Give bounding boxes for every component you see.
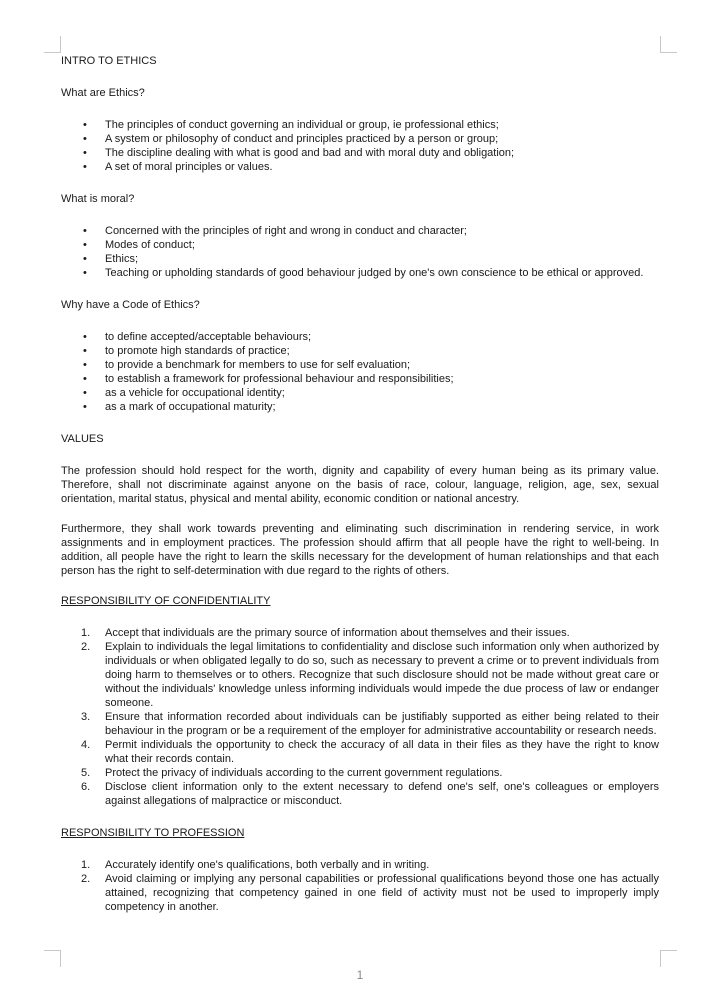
moral-list: [61, 224, 659, 280]
section-heading-code: Why have a Code of Ethics?: [61, 299, 200, 311]
section-heading-values: VALUES: [61, 433, 104, 445]
list-item: • A system or philosophy of conduct and principles practiced by a person or group;: [61, 132, 659, 146]
list-number: 3.: [81, 711, 91, 723]
list-item: • A set of moral principles or values.: [61, 160, 659, 174]
section-heading-ethics: What are Ethics?: [61, 87, 145, 99]
document-body: [61, 54, 659, 932]
list-text: Avoid claiming or implying any personal capabilities or professional qualifications beyond those one has actually attained, recognizing that competency gained in one field of activity must not be used to improperly imply competency in another.: [105, 873, 659, 913]
document-title: INTRO TO ETHICS: [61, 55, 157, 67]
ethics-list: [61, 118, 659, 174]
list-text: Accurately identify one's qualifications, both verbally and in writing.: [105, 859, 430, 871]
values-paragraph-1: The profession should hold respect for the worth, dignity and capability of every human being as its primary value. Therefore, shall not discriminate against anyone on the basis of race, colour, language, religion, age, sex, sexual orientation, marital status, physical and mental ability, economic condition or national ancestry.: [61, 465, 659, 505]
page-number: 1: [356, 968, 364, 982]
list-item: • to define accepted/acceptable behaviours;: [61, 330, 659, 344]
list-text: Accept that individuals are the primary source of information about themselves and their issues.: [105, 627, 570, 639]
confidentiality-list: [61, 626, 659, 808]
list-item: • as a vehicle for occupational identity;: [61, 386, 659, 400]
crop-mark-top-left: [44, 36, 61, 53]
list-item: • Ethics;: [61, 252, 659, 266]
list-text: Disclose client information only to the extent necessary to defend one's self, one's colleagues or employers against allegations of malpractice or misconduct.: [105, 781, 659, 807]
crop-mark-bottom-left: [44, 950, 61, 967]
list-item: • Modes of conduct;: [61, 238, 659, 252]
section-heading-moral: What is moral?: [61, 193, 135, 205]
list-item: [61, 858, 659, 872]
list-item: • to establish a framework for professional behaviour and responsibilities;: [61, 372, 659, 386]
list-item: [61, 780, 659, 808]
list-item: • as a mark of occupational maturity;: [61, 400, 659, 414]
list-item: • The discipline dealing with what is good and bad and with moral duty and obligation;: [61, 146, 659, 160]
list-number: 6.: [81, 781, 91, 793]
list-text: Protect the privacy of individuals according to the current government regulations.: [105, 767, 503, 779]
list-item: • Teaching or upholding standards of good behaviour judged by one's own conscience to be ethical or approved.: [61, 266, 659, 280]
crop-mark-bottom-right: [660, 950, 677, 967]
list-item: • The principles of conduct governing an individual or group, ie professional ethics;: [61, 118, 659, 132]
code-list: [61, 330, 659, 414]
list-item: [61, 766, 659, 780]
list-item: [61, 626, 659, 640]
list-item: • to provide a benchmark for members to use for self evaluation;: [61, 358, 659, 372]
list-item: [61, 640, 659, 710]
list-number: 4.: [81, 739, 91, 751]
profession-list: [61, 858, 659, 914]
list-number: 5.: [81, 767, 91, 779]
list-number: 1.: [81, 627, 91, 639]
list-number: 1.: [81, 859, 91, 871]
list-text: Permit individuals the opportunity to check the accuracy of all data in their files as they have the right to know what their records contain.: [105, 739, 659, 765]
list-number: 2.: [81, 873, 91, 885]
crop-mark-top-right: [660, 36, 677, 53]
list-item: • Concerned with the principles of right and wrong in conduct and character;: [61, 224, 659, 238]
values-paragraph-2: Furthermore, they shall work towards preventing and eliminating such discrimination in rendering service, in work assignments and in employment practices. The profession should affirm that all people have the right to well-being. In addition, all people have the right to learn the skills necessary for the development of human relationships and that each person has the right to self-determination with due regard to the rights of others.: [61, 523, 659, 577]
list-item: [61, 710, 659, 738]
section-heading-confidentiality: RESPONSIBILITY OF CONFIDENTIALITY: [61, 595, 271, 607]
list-number: 2.: [81, 641, 91, 653]
list-text: Ensure that information recorded about individuals can be justifiably supported as either being related to their behaviour in the program or be a requirement of the employer for administrative accountability or research needs.: [105, 711, 659, 737]
section-heading-profession: RESPONSIBILITY TO PROFESSION: [61, 827, 245, 839]
list-item: [61, 738, 659, 766]
list-item: • to promote high standards of practice;: [61, 344, 659, 358]
list-text: Explain to individuals the legal limitations to confidentiality and disclose such information only when authorized by individuals or when obligated legally to do so, such as necessary to prevent a crime or to prevent individuals from doing harm to themselves or to others. Recognize that such disclosure should not be made without great care or without the individuals' knowledge unless informing individuals would impede the due process of law or endanger someone.: [105, 641, 659, 709]
list-item: [61, 872, 659, 914]
